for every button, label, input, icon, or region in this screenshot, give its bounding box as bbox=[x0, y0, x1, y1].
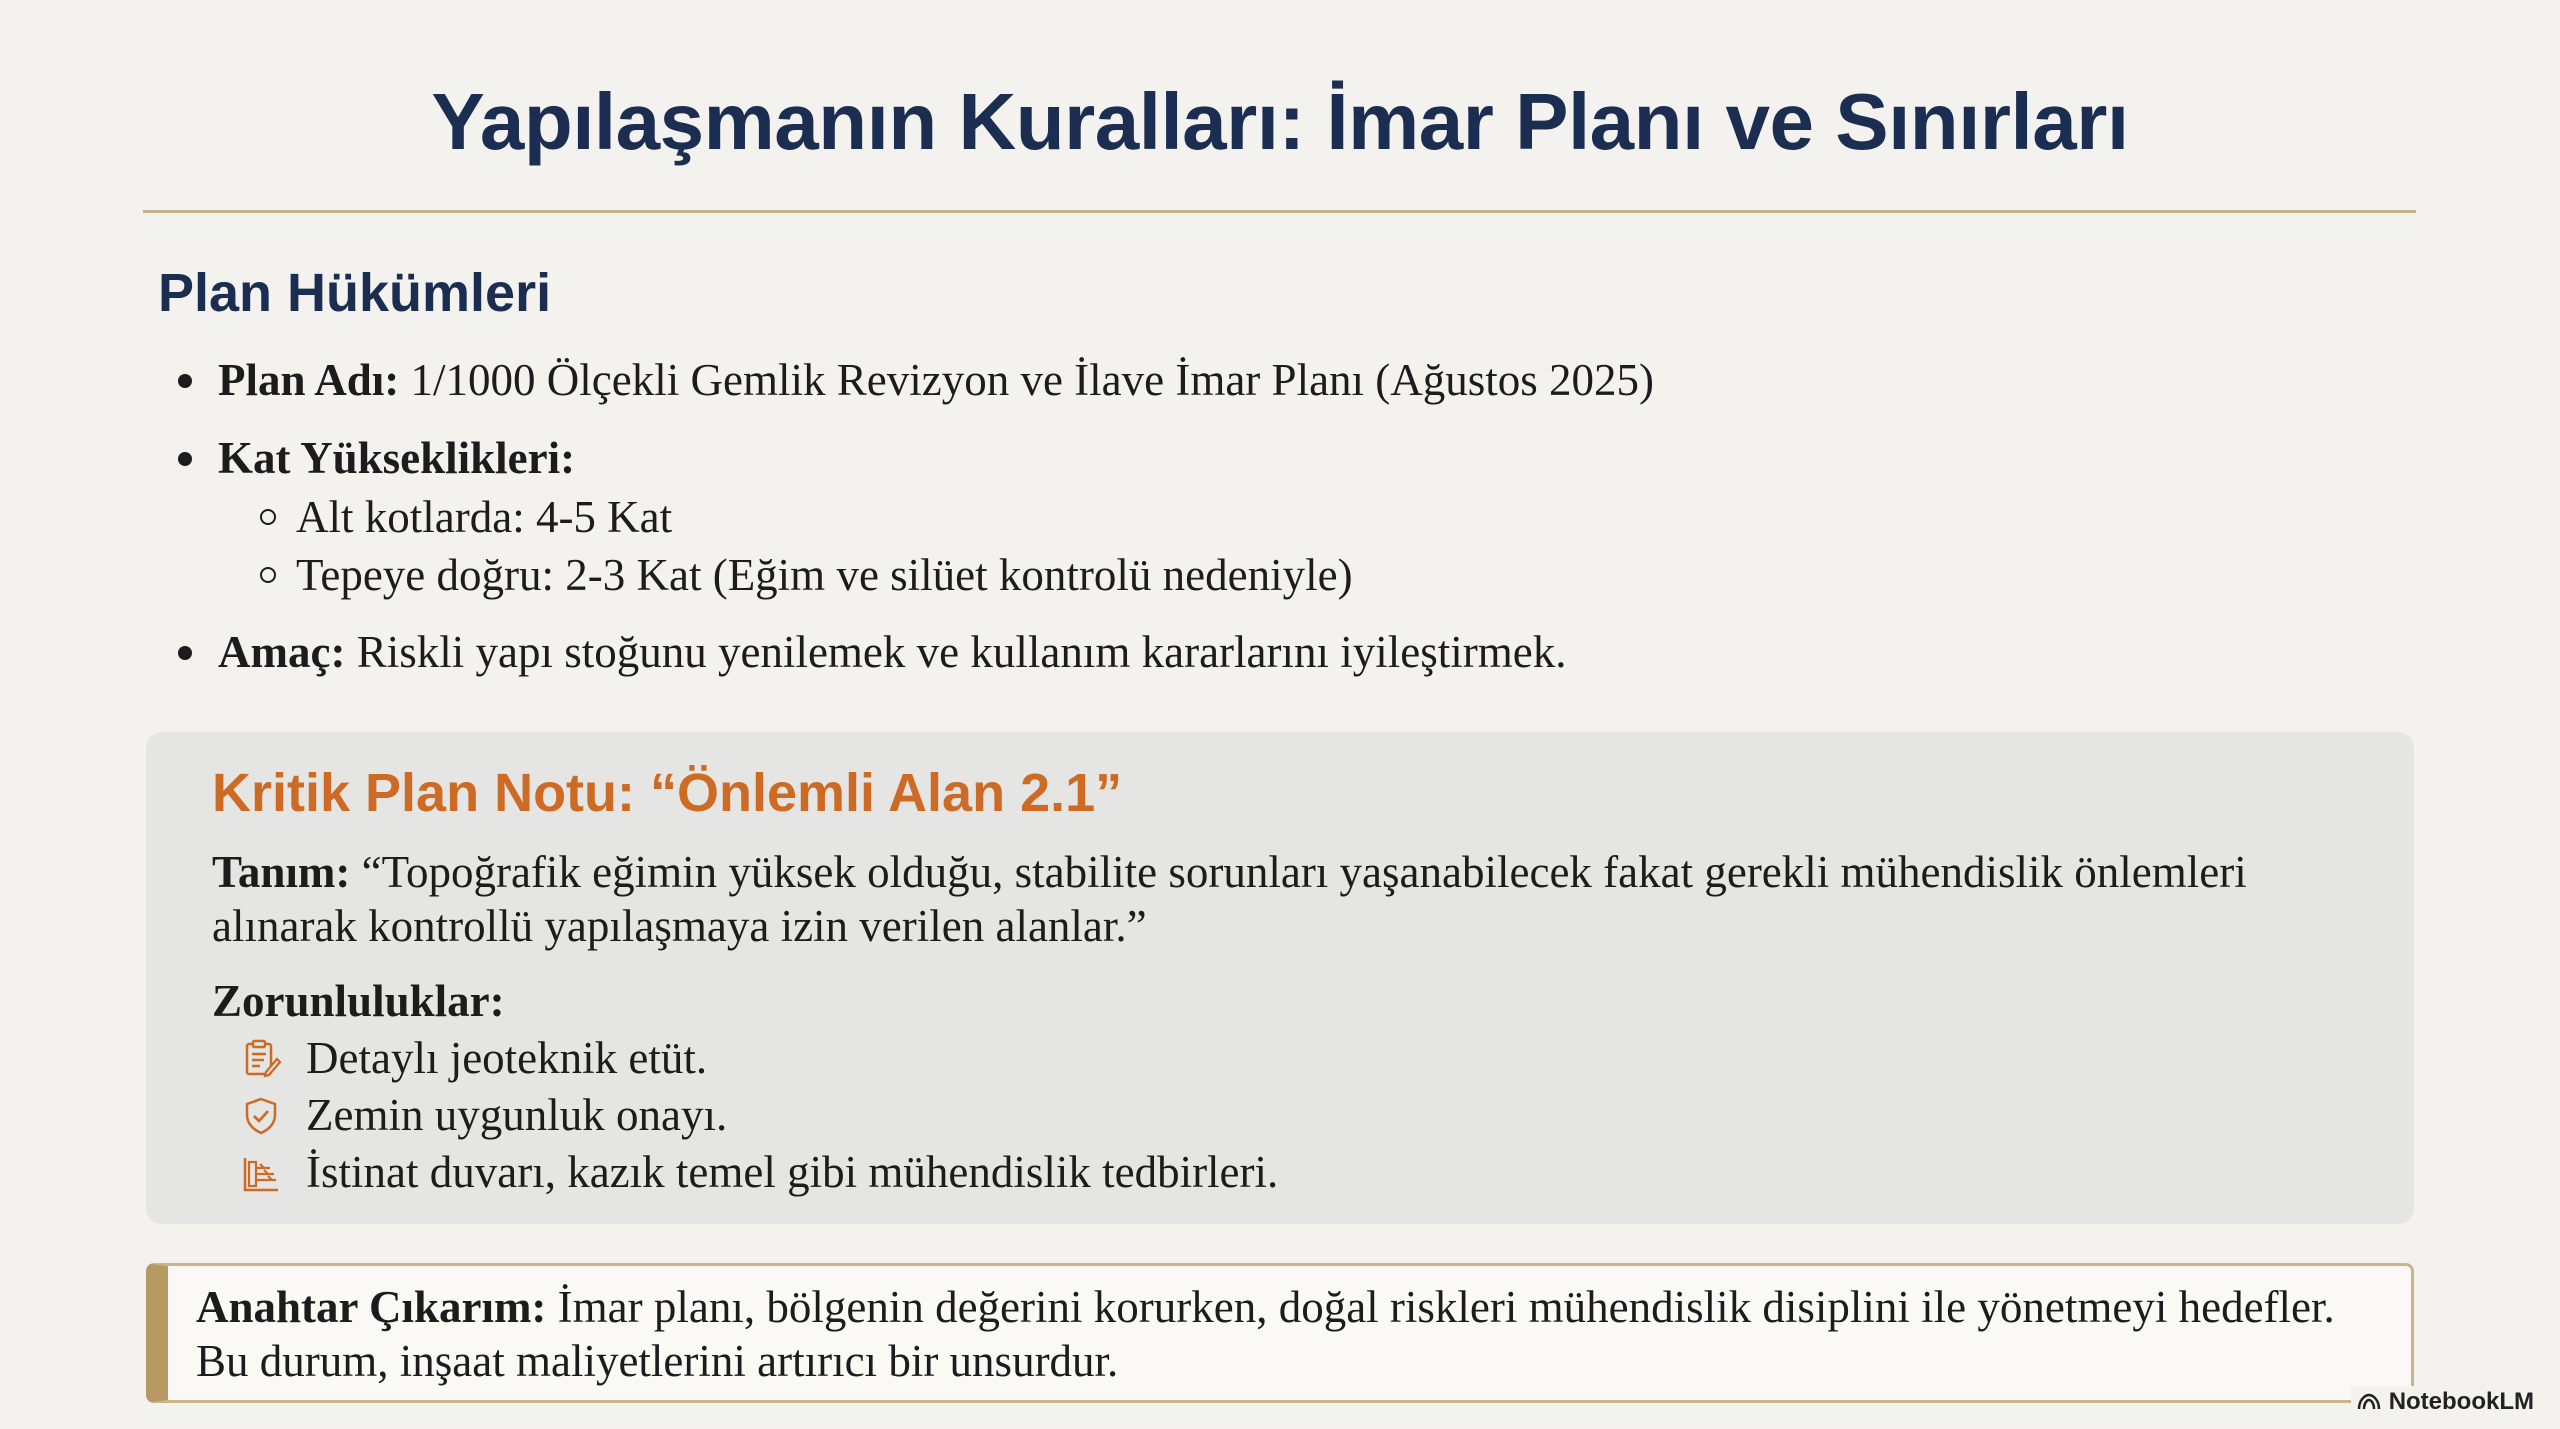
retaining-wall-icon bbox=[240, 1152, 282, 1194]
sub-bullet-lower-levels bbox=[178, 488, 2378, 546]
purpose-label: Amaç: bbox=[218, 627, 346, 677]
page-title: Yapılaşmanın Kuralları: İmar Planı ve Sınırları bbox=[431, 77, 2129, 166]
sub-bullet-ring bbox=[260, 509, 276, 525]
requirement-text: Zemin uygunluk onayı. bbox=[306, 1090, 728, 1140]
floor-height-lower: Alt kotlarda: 4-5 Kat bbox=[296, 492, 673, 542]
requirement-item bbox=[240, 1087, 1278, 1144]
requirement-text: İstinat duvarı, kazık temel gibi mühendislik tedbirleri. bbox=[306, 1147, 1279, 1197]
clipboard-icon bbox=[240, 1038, 282, 1080]
bullet-dot bbox=[178, 646, 192, 660]
bullet-plan-name bbox=[178, 350, 2378, 410]
title-divider bbox=[143, 210, 2416, 213]
notebooklm-watermark bbox=[2351, 1386, 2540, 1418]
plan-name-value: 1/1000 Ölçekli Gemlik Revizyon ve İlave İmar Planı (Ağustos 2025) bbox=[410, 355, 1655, 405]
bullet-floor-heights bbox=[178, 428, 2378, 488]
requirement-item bbox=[240, 1030, 1278, 1087]
notebooklm-logo-icon bbox=[2357, 1393, 2381, 1411]
plan-section-heading: Plan Hükümleri bbox=[158, 263, 552, 323]
sub-bullet-hilltop bbox=[178, 546, 2378, 604]
requirements-list bbox=[240, 1030, 1278, 1201]
takeaway-body: İmar planı, bölgenin değerini korurken, doğal riskleri mühendislik disiplini ile yönetmeyi hedefler. Bu durum, inşaat maliyetlerini artırıcı bir unsurdur. bbox=[196, 1282, 2335, 1386]
shield-check-icon bbox=[240, 1095, 282, 1137]
bullet-purpose bbox=[178, 622, 2378, 682]
critical-note-title: Kritik Plan Notu: “Önlemli Alan 2.1” bbox=[212, 763, 1123, 823]
critical-note-definition bbox=[212, 845, 2362, 953]
takeaway-label: Anahtar Çıkarım: bbox=[196, 1282, 547, 1332]
watermark-text: NotebookLM bbox=[2388, 1388, 2534, 1415]
definition-label: Tanım: bbox=[212, 847, 351, 897]
bullet-dot bbox=[178, 374, 192, 388]
requirement-item bbox=[240, 1144, 1278, 1201]
key-takeaway-text bbox=[196, 1280, 2396, 1388]
definition-value: “Topoğrafik eğimin yüksek olduğu, stabilite sorunları yaşanabilecek fakat gerekli mühendislik önlemleri alınarak kontrollü yapılaşmaya izin verilen alanlar.” bbox=[212, 847, 2247, 951]
purpose-value: Riskli yapı stoğunu yenilemek ve kullanım kararlarını iyileştirmek. bbox=[356, 627, 1567, 677]
plan-bullets bbox=[178, 350, 2378, 682]
floor-height-hilltop: Tepeye doğru: 2-3 Kat (Eğim ve silüet kontrolü nedeniyle) bbox=[296, 550, 1353, 600]
requirements-label: Zorunluluklar: bbox=[212, 976, 505, 1026]
bullet-dot bbox=[178, 452, 192, 466]
plan-name-label: Plan Adı: bbox=[218, 355, 400, 405]
requirement-text: Detaylı jeoteknik etüt. bbox=[306, 1033, 708, 1083]
floor-heights-label: Kat Yükseklikleri: bbox=[218, 433, 576, 483]
sub-bullet-ring bbox=[260, 567, 276, 583]
